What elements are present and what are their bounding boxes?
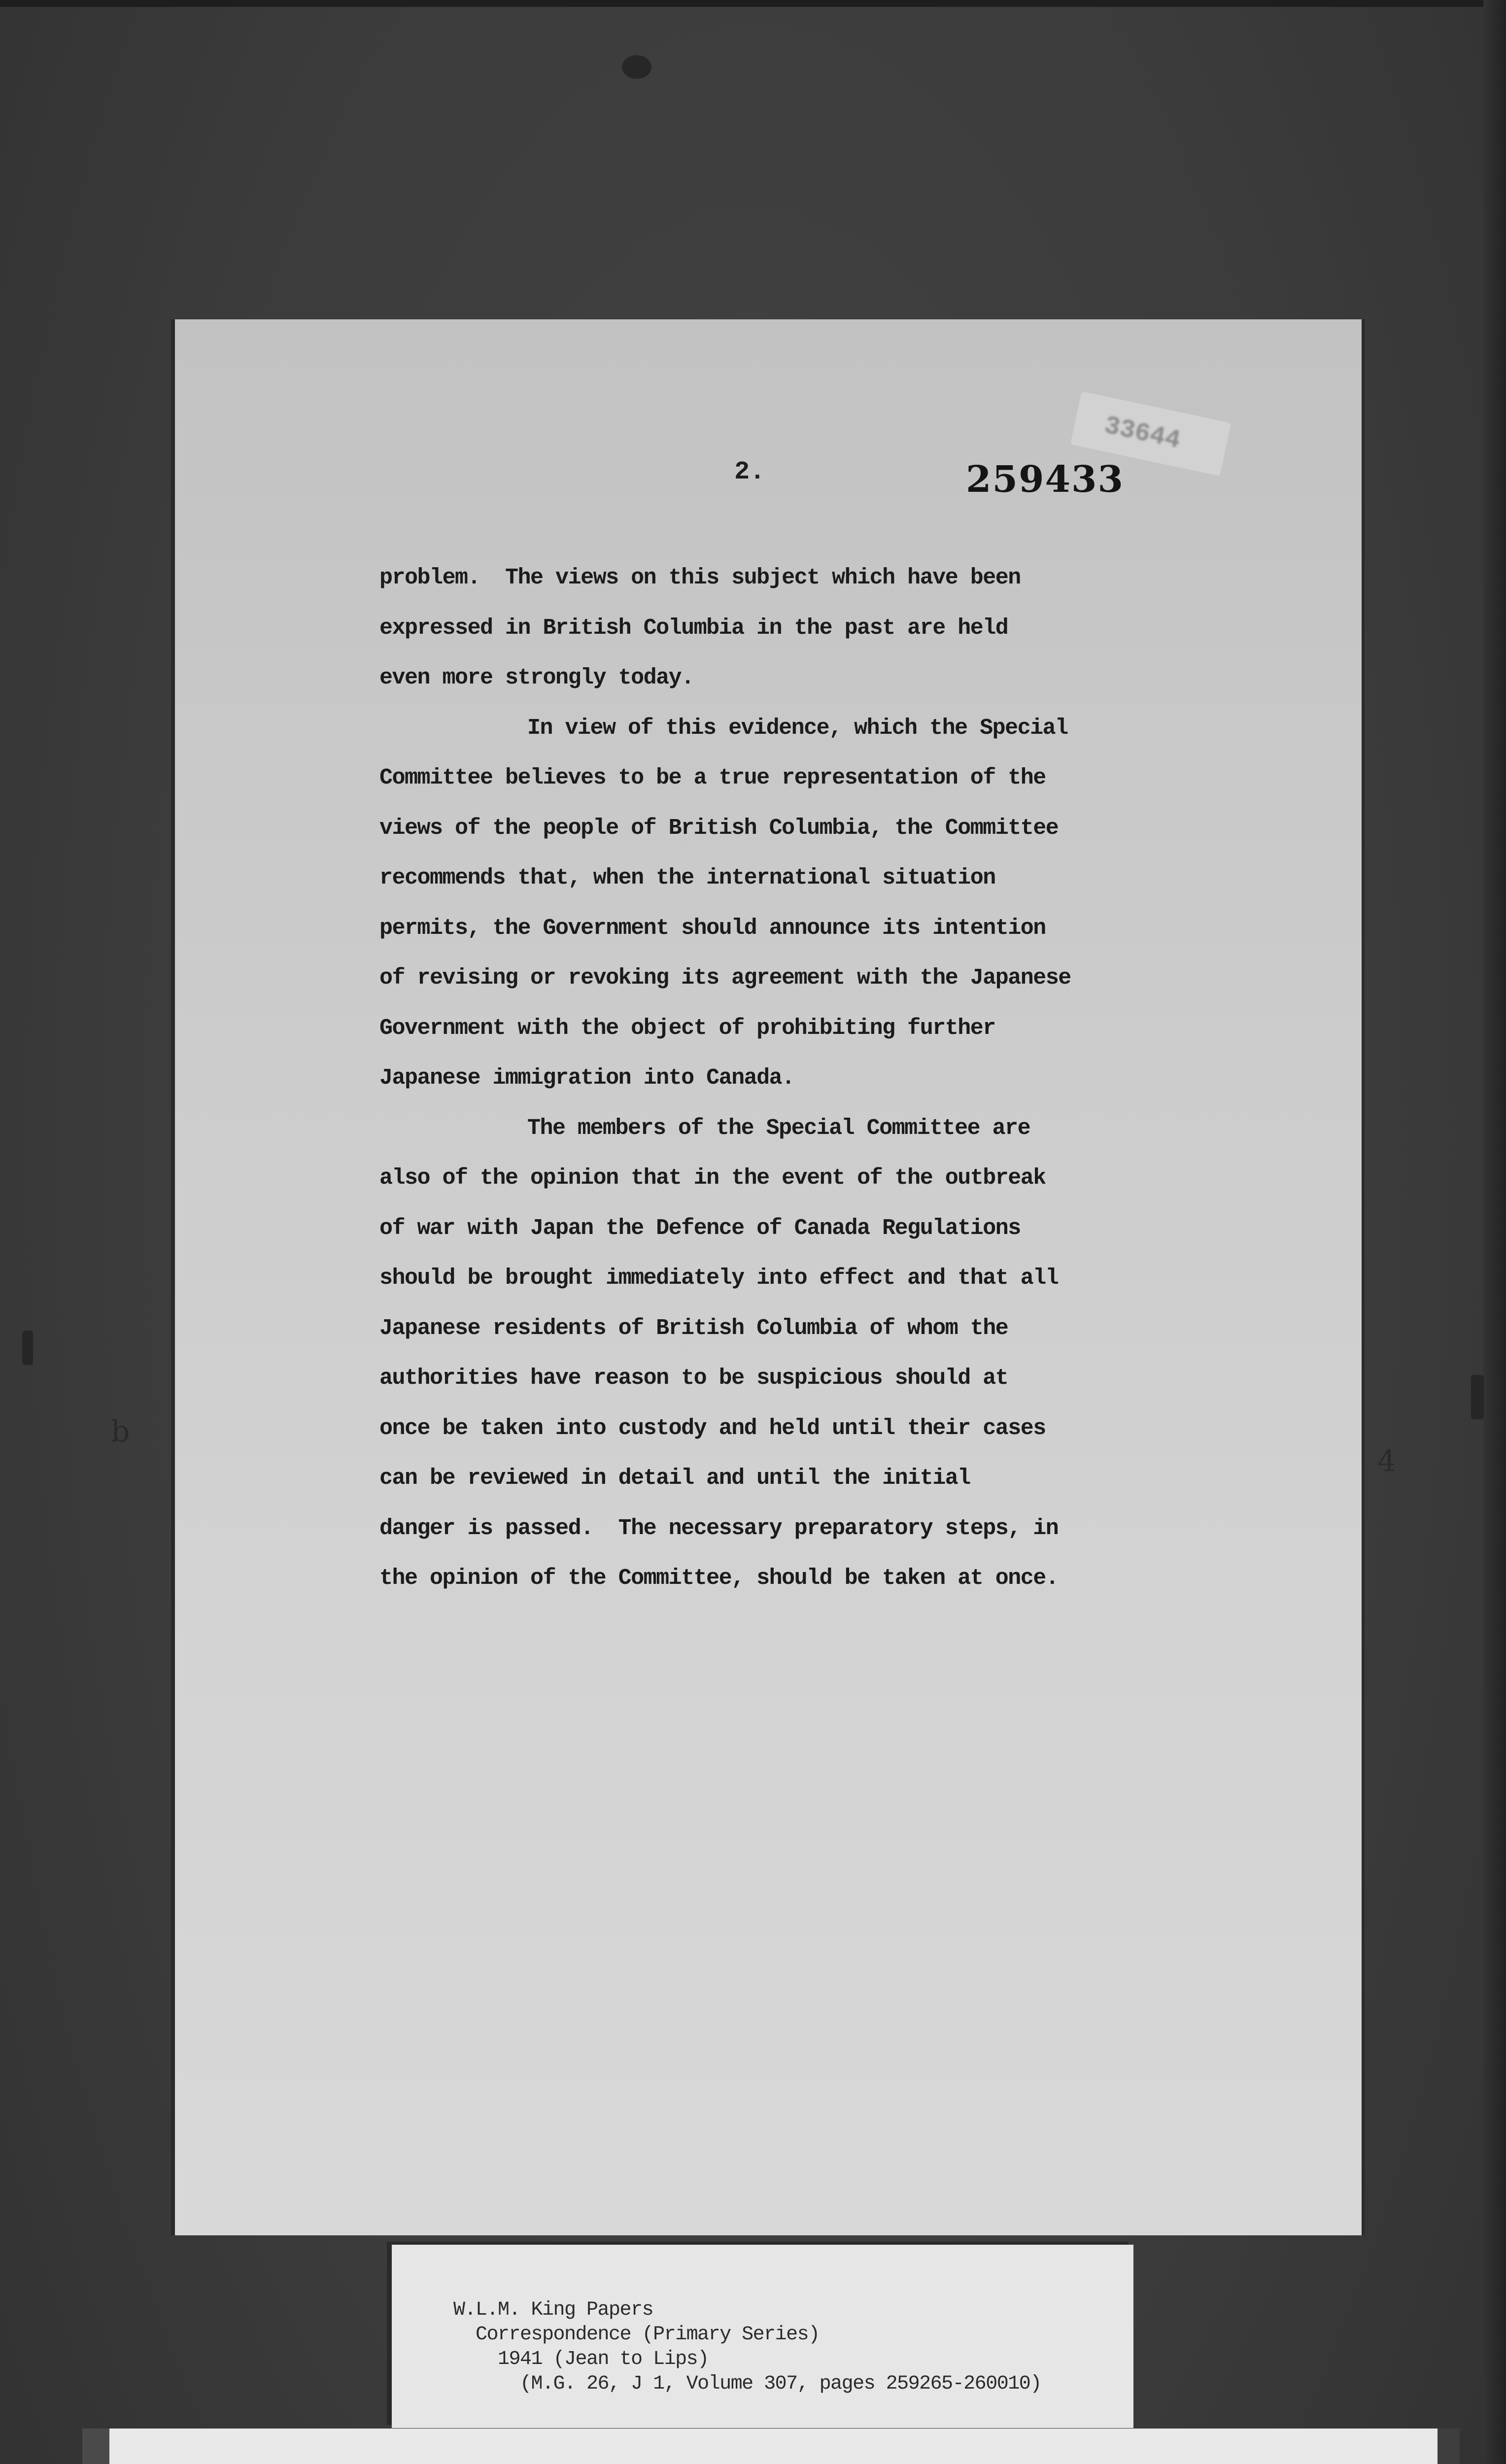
- paragraph-1: [379, 553, 1247, 703]
- page-number: 2.: [734, 457, 765, 486]
- text-line: Japanese residents of British Columbia of whom the: [379, 1315, 1008, 1341]
- document-number: 259433: [966, 458, 1124, 501]
- film-blot: [1471, 1375, 1484, 1419]
- text-line: even more strongly today.: [379, 665, 694, 690]
- card-series: Correspondence (Primary Series): [453, 2324, 820, 2346]
- catalogue-card: [392, 2245, 1133, 2428]
- text-line: In view of this evidence, which the Special: [527, 715, 1068, 741]
- faded-stamp-number: 33644: [1101, 411, 1183, 456]
- text-line: expressed in British Columbia in the past are held: [379, 615, 1008, 641]
- card-reference: (M.G. 26, J 1, Volume 307, pages 259265-260010): [453, 2373, 1041, 2395]
- text-line: Government with the object of prohibiting further: [379, 1015, 995, 1041]
- public-archives-banner: [109, 2429, 1438, 2464]
- text-line: The members of the Special Committee are: [527, 1115, 1030, 1141]
- text-line: danger is passed. The necessary preparatory steps, in: [379, 1515, 1059, 1541]
- text-line: also of the opinion that in the event of the outbreak: [379, 1165, 1046, 1191]
- film-right-edge: [1483, 0, 1506, 2464]
- text-line: the opinion of the Committee, should be taken at once.: [379, 1566, 1059, 1591]
- paragraph-3: [379, 1103, 1247, 1604]
- paragraph-2: [379, 703, 1247, 1103]
- document-body: [379, 553, 1247, 1604]
- text-line: of revising or revoking its agreement with the Japanese: [379, 965, 1071, 991]
- film-top-edge: [0, 0, 1506, 7]
- text-line: Committee believes to be a true representation of the: [379, 765, 1046, 790]
- text-line: problem. The views on this subject which have been: [379, 565, 1021, 590]
- text-line: Japanese immigration into Canada.: [379, 1065, 794, 1091]
- film-blot: [22, 1331, 33, 1365]
- text-line: of war with Japan the Defence of Canada Regulations: [379, 1215, 1021, 1241]
- film-blot: [622, 55, 651, 79]
- text-line: once be taken into custody and held until their cases: [379, 1415, 1046, 1441]
- card-year-range: 1941 (Jean to Lips): [453, 2348, 709, 2370]
- text-line: views of the people of British Columbia, the Committee: [379, 815, 1059, 841]
- text-line: authorities have reason to be suspicious should at: [379, 1366, 1008, 1391]
- text-line: recommends that, when the international situation: [379, 865, 995, 890]
- margin-mark-right: 4: [1377, 1444, 1397, 1478]
- card-collection: W.L.M. King Papers: [453, 2299, 653, 2321]
- text-line: should be brought immediately into effect and that all: [379, 1266, 1059, 1291]
- text-line: can be reviewed in detail and until the initial: [379, 1466, 970, 1491]
- catalogue-card-text: [453, 2298, 1041, 2396]
- text-line: permits, the Government should announce its intention: [379, 915, 1046, 941]
- margin-mark-left: b: [111, 1414, 130, 1449]
